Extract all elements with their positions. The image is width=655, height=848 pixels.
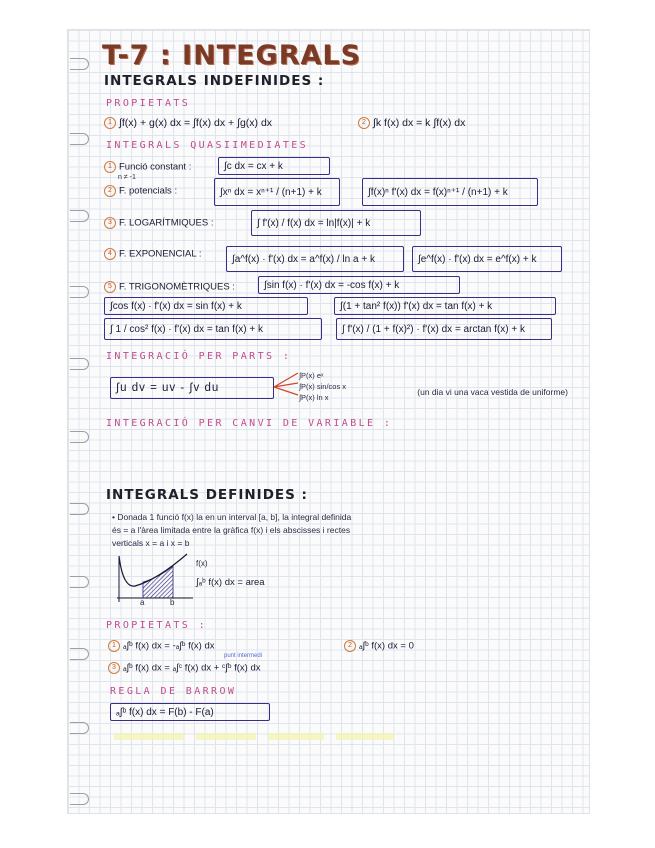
section-heading-indefinides: INTEGRALS INDEFINIDES : <box>104 73 325 89</box>
ring-hole <box>70 431 89 443</box>
ring-hole <box>70 793 89 805</box>
formula-box-potencial-basic: ∫xⁿ dx = xⁿ⁺¹ / (n+1) + k <box>214 178 340 206</box>
ring-hole <box>70 286 89 298</box>
formula-box-logaritmic: ∫ f'(x) / f(x) dx = ln|f(x)| + k <box>251 210 421 236</box>
subheading-canvi-variable: INTEGRACIÓ PER CANVI DE VARIABLE : <box>106 418 393 429</box>
page-title: T-7 : INTEGRALS <box>102 40 362 71</box>
formula-box-arctan: ∫ f'(x) / (1 + f(x)²) · f'(x) dx = arctan f(x) + k <box>336 318 552 340</box>
subheading-quasiimmediates: INTEGRALS QUASIIMEDIATES <box>106 140 309 151</box>
def-property-1: 1 ₐ∫ᵇ f(x) dx = -ₐ∫ᵇ f(x) dx <box>108 640 215 652</box>
formula-box-exponencial-e: ∫e^f(x) · f'(x) dx = e^f(x) + k <box>412 246 562 272</box>
highlighter-mark <box>268 733 324 740</box>
rule-potencials-label: 2 F. potencials : <box>104 185 177 197</box>
definition-line-3: verticals x = a i x = b <box>112 538 190 548</box>
ring-hole <box>70 210 89 222</box>
highlighter-mark <box>114 733 184 740</box>
number-circle: 2 <box>104 185 116 197</box>
formula-box-barrow: ₐ∫ᵇ f(x) dx = F(b) - F(a) <box>110 703 270 721</box>
number-circle: 3 <box>108 662 120 674</box>
subheading-barrow: REGLA DE BARROW <box>110 686 237 697</box>
number-circle: 3 <box>104 217 116 229</box>
ring-hole <box>70 133 89 145</box>
highlighter-mark <box>336 733 394 740</box>
ring-hole <box>70 648 89 660</box>
property-2 <box>358 117 465 129</box>
note-n-not-minus-one: n ≠ -1 <box>118 174 136 181</box>
graph-b-label: b <box>170 598 175 607</box>
formula-box-tan-1: ∫(1 + tan² f(x)) f'(x) dx = tan f(x) + k <box>334 297 556 315</box>
intermediate-point-note: punt intermedi <box>224 653 263 659</box>
property-1 <box>104 117 272 129</box>
area-formula: ∫ₐᵇ f(x) dx = area <box>196 577 265 588</box>
number-circle: 1 <box>108 640 120 652</box>
number-circle: 2 <box>344 640 356 652</box>
number-circle: 5 <box>104 281 116 293</box>
formula-box-tan-2: ∫ 1 / cos² f(x) · f'(x) dx = tan f(x) + k <box>104 318 322 340</box>
number-circle: 1 <box>104 161 116 173</box>
area-under-curve-graph <box>115 552 195 610</box>
formula-box-constant: ∫c dx = cx + k <box>218 157 330 175</box>
formula-box-potencial-composite: ∫f(x)ⁿ f'(x) dx = f(x)ⁿ⁺¹ / (n+1) + k <box>362 178 538 206</box>
number-circle: 4 <box>104 248 116 260</box>
subheading-propietats: PROPIETATS <box>106 98 191 109</box>
formula-box-sin: ∫sin f(x) · f'(x) dx = -cos f(x) + k <box>258 276 460 294</box>
parts-case-3: ∫P(x) ln x <box>299 393 329 402</box>
subheading-per-parts: INTEGRACIÓ PER PARTS : <box>106 351 292 362</box>
ring-hole <box>70 58 89 70</box>
formula-box-exponencial-a: ∫a^f(x) · f'(x) dx = a^f(x) / ln a + k <box>226 246 404 272</box>
parts-case-1: ∫P(x) eˣ <box>299 371 324 380</box>
def-property-3: 3 ₐ∫ᵇ f(x) dx = ₐ∫ᶜ f(x) dx + ᶜ∫ᵇ f(x) dx <box>108 662 261 674</box>
definition-line-2: és = a l'àrea limitada entre la gràfica f(x) i els abscisses i rectes <box>112 525 351 535</box>
ring-hole <box>70 358 89 370</box>
mnemonic-note: (un dia vi una vaca vestida de uniforme) <box>417 387 568 397</box>
ring-hole <box>70 503 89 515</box>
formula-box-cos: ∫cos f(x) · f'(x) dx = sin f(x) + k <box>104 297 308 315</box>
section-heading-definides: INTEGRALS DEFINIDES : <box>106 487 308 503</box>
def-property-2: 2 ₐ∫ᵇ f(x) dx = 0 <box>344 640 414 652</box>
rule-constant-label: 1 Funció constant : <box>104 161 191 173</box>
parts-case-2: ∫P(x) sin/cos x <box>299 382 347 391</box>
highlighter-mark <box>196 733 256 740</box>
graph-a-label: a <box>140 598 145 607</box>
number-circle: 1 <box>104 117 116 129</box>
definition-line-1: • Donada 1 funció f(x) la en un interval [a, b], la integral definida <box>112 512 352 522</box>
arrows-to-cases <box>272 369 302 405</box>
property-1-formula: ∫f(x) + g(x) dx = ∫f(x) dx + ∫g(x) dx <box>119 117 273 129</box>
graph-fx-label: f(x) <box>196 559 208 568</box>
ring-hole <box>70 722 89 734</box>
rule-exponencial-label: 4 F. EXPONENCIAL : <box>104 248 202 260</box>
rule-trigonometriques-label: 5 F. TRIGONOMÈTRIQUES : <box>104 281 235 293</box>
ring-hole <box>70 576 89 588</box>
number-circle: 2 <box>358 117 370 129</box>
subheading-propietats-definides: PROPIETATS : <box>106 620 208 631</box>
property-2-formula: ∫k f(x) dx = k ∫f(x) dx <box>373 117 466 129</box>
rule-logaritmiques-label: 3 F. LOGARÍTMIQUES : <box>104 217 214 229</box>
formula-box-per-parts: ∫u dv = uv - ∫v du <box>110 377 274 399</box>
